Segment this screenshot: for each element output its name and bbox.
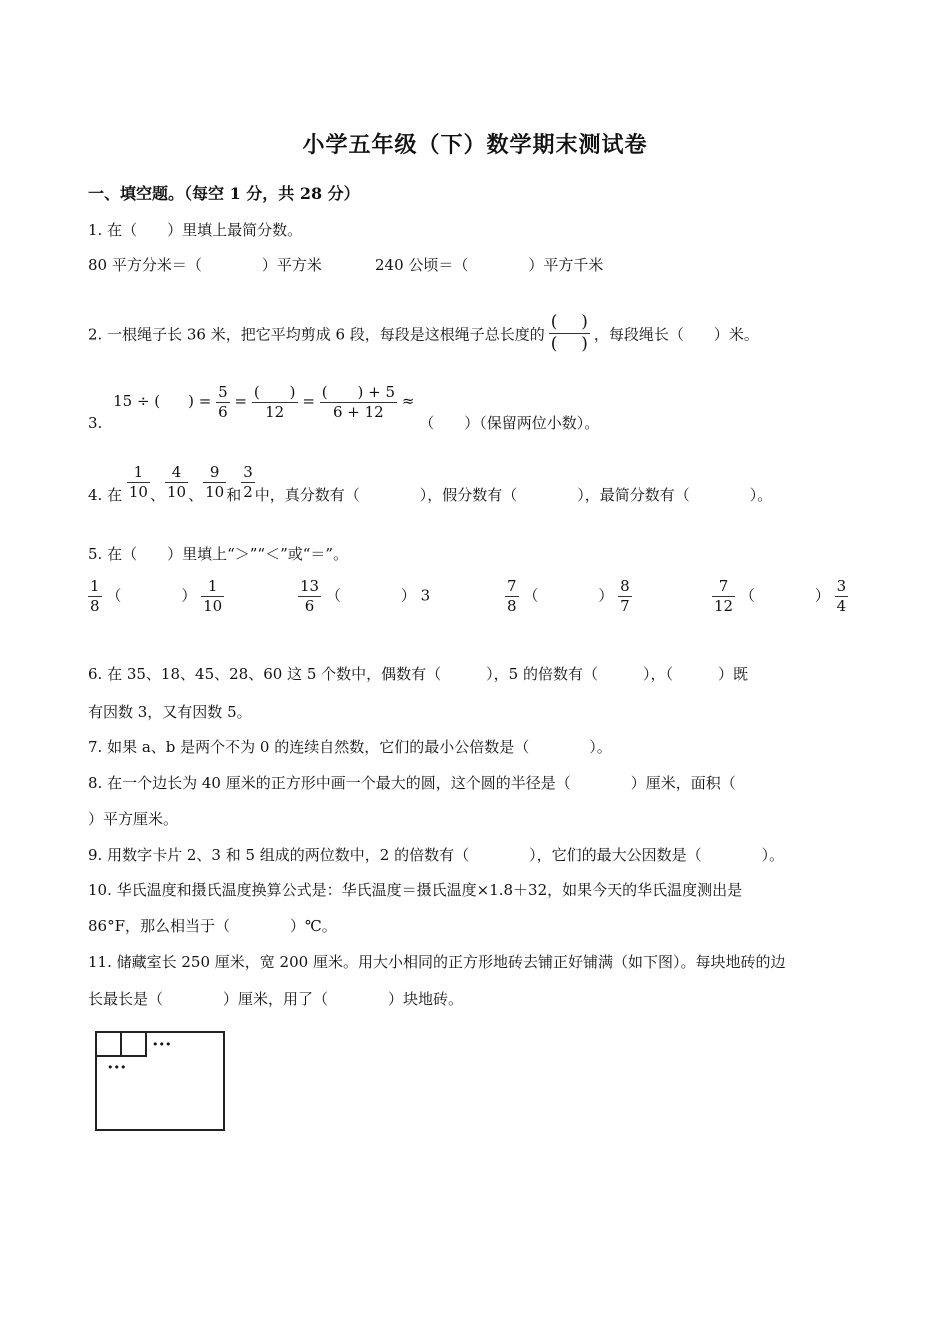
tile-dots-down: ••• (107, 1061, 127, 1074)
q5-compare-4: $\frac{7}{12}$ （ ） $\frac{3}{4}$ (714, 577, 847, 615)
compare-blank: （ ） (739, 586, 830, 605)
compare-blank: （ ） (325, 586, 416, 605)
q5-compare-3: $\frac{7}{8}$ （ ） $\frac{8}{7}$ (507, 577, 630, 615)
q4-fraction: $\frac{3}{2}$ (243, 462, 253, 501)
q2-pre: 2. 一根绳子长 36 米，把它平均剪成 6 段，每段是这根绳子总长度的 (88, 325, 545, 344)
q6-line2: 有因数 3，又有因数 5。 (88, 703, 252, 721)
separator: 、 (149, 486, 165, 504)
q5-compare-2: $\frac{13}{6}$ （ ） 3 (300, 577, 431, 615)
separator: 、 (188, 486, 204, 504)
q3-number: 3. (88, 414, 103, 432)
q1-item-a: 80 平方分米＝（ ）平方米 (88, 256, 322, 274)
approx-sign: ≈ (401, 392, 415, 410)
q4-number: 4. 在 (88, 486, 123, 504)
q4-text (88, 460, 772, 510)
q2-blank-fraction (549, 313, 590, 354)
compare-blank: （ ） (523, 586, 614, 605)
q11-line1: 11. 储藏室长 250 厘米，宽 200 厘米。用大小相同的正方形地砖去铺正好铺满（如下图）。每块地砖的边 (88, 953, 786, 971)
q3-text (88, 384, 599, 434)
q5-compare-1: $\frac{1}{8}$ （ ） $\frac{1}{10}$ (90, 577, 223, 615)
q9-text: 9. 用数字卡片 2、3 和 5 组成的两位数中，2 的倍数有（ ），它们的最大公因数是（ ）。 (88, 846, 785, 864)
q10-line2: 86°F，那么相当于（ ）℃。 (88, 917, 337, 935)
floor-tile-diagram (94, 1030, 228, 1134)
q6-line1: 6. 在 35、18、45、28、60 这 5 个数中，偶数有（ ），5 的倍数有（ ），（ ）既 (88, 665, 748, 683)
tile-square (121, 1032, 146, 1056)
q2-denominator: ( ) (550, 334, 588, 354)
q11-line2: 长最长是（ ）厘米，用了（ ）块地砖。 (88, 990, 464, 1008)
q5-stem: 5. 在（ ）里填上“＞”“＜”或“＝”。 (88, 545, 349, 563)
q2-post: ，每段绳长（ ）米。 (593, 325, 759, 344)
compare-right: 3 (420, 586, 431, 605)
section-heading: 一、填空题。（每空 1 分，共 28 分） (88, 184, 360, 203)
q3-tail: （ ）（保留两位小数）。 (419, 414, 600, 432)
compare-blank: （ ） (106, 586, 197, 605)
q7-text: 7. 如果 a、b 是两个不为 0 的连续自然数，它们的最小公倍数是（ ）。 (88, 738, 612, 756)
q8-line1: 8. 在一个边长为 40 厘米的正方形中画一个最大的圆，这个圆的半径是（ ）厘米，面积（ (88, 774, 736, 792)
q3-expr-start: 15 ÷ ( (113, 392, 161, 410)
q3-fraction-3: $\frac{( ) + 5}{6 + 12}$ (321, 382, 396, 421)
q10-line1: 10. 华氏温度和摄氏温度换算公式是：华氏温度＝摄氏温度×1.8＋32，如果今天的华氏温度测出是 (88, 881, 743, 899)
q3-fraction-2: $\frac{( )}{12}$ (253, 382, 296, 421)
q4-fraction: $\frac{4}{10}$ (166, 462, 187, 501)
q4-fraction: $\frac{1}{10}$ (128, 462, 148, 501)
page-title: 小学五年级（下）数学期末测试卷 (302, 132, 648, 158)
and-word: 和 (226, 486, 242, 504)
q3-fraction-1: $\frac{5}{6}$ (218, 382, 228, 421)
equals-sign: = (234, 392, 248, 410)
equals-sign: = (198, 392, 212, 410)
equals-sign: = (302, 392, 315, 410)
tile-dots-right: ••• (152, 1038, 172, 1051)
q1-item-b: 240 公顷＝（ ）平方千米 (375, 256, 604, 274)
q4-fraction: $\frac{9}{10}$ (205, 462, 225, 501)
q2-text (88, 312, 759, 356)
q3-expression (113, 376, 414, 426)
tile-square (96, 1032, 121, 1056)
q3-expr-close: ) (188, 392, 194, 410)
q1-stem: 1. 在（ ）里填上最简分数。 (88, 221, 303, 239)
q4-tail: 中，真分数有（ ），假分数有（ ），最简分数有（ ）。 (254, 486, 773, 504)
q8-line2: ）平方厘米。 (88, 810, 179, 828)
q2-numerator: ( ) (550, 312, 588, 332)
